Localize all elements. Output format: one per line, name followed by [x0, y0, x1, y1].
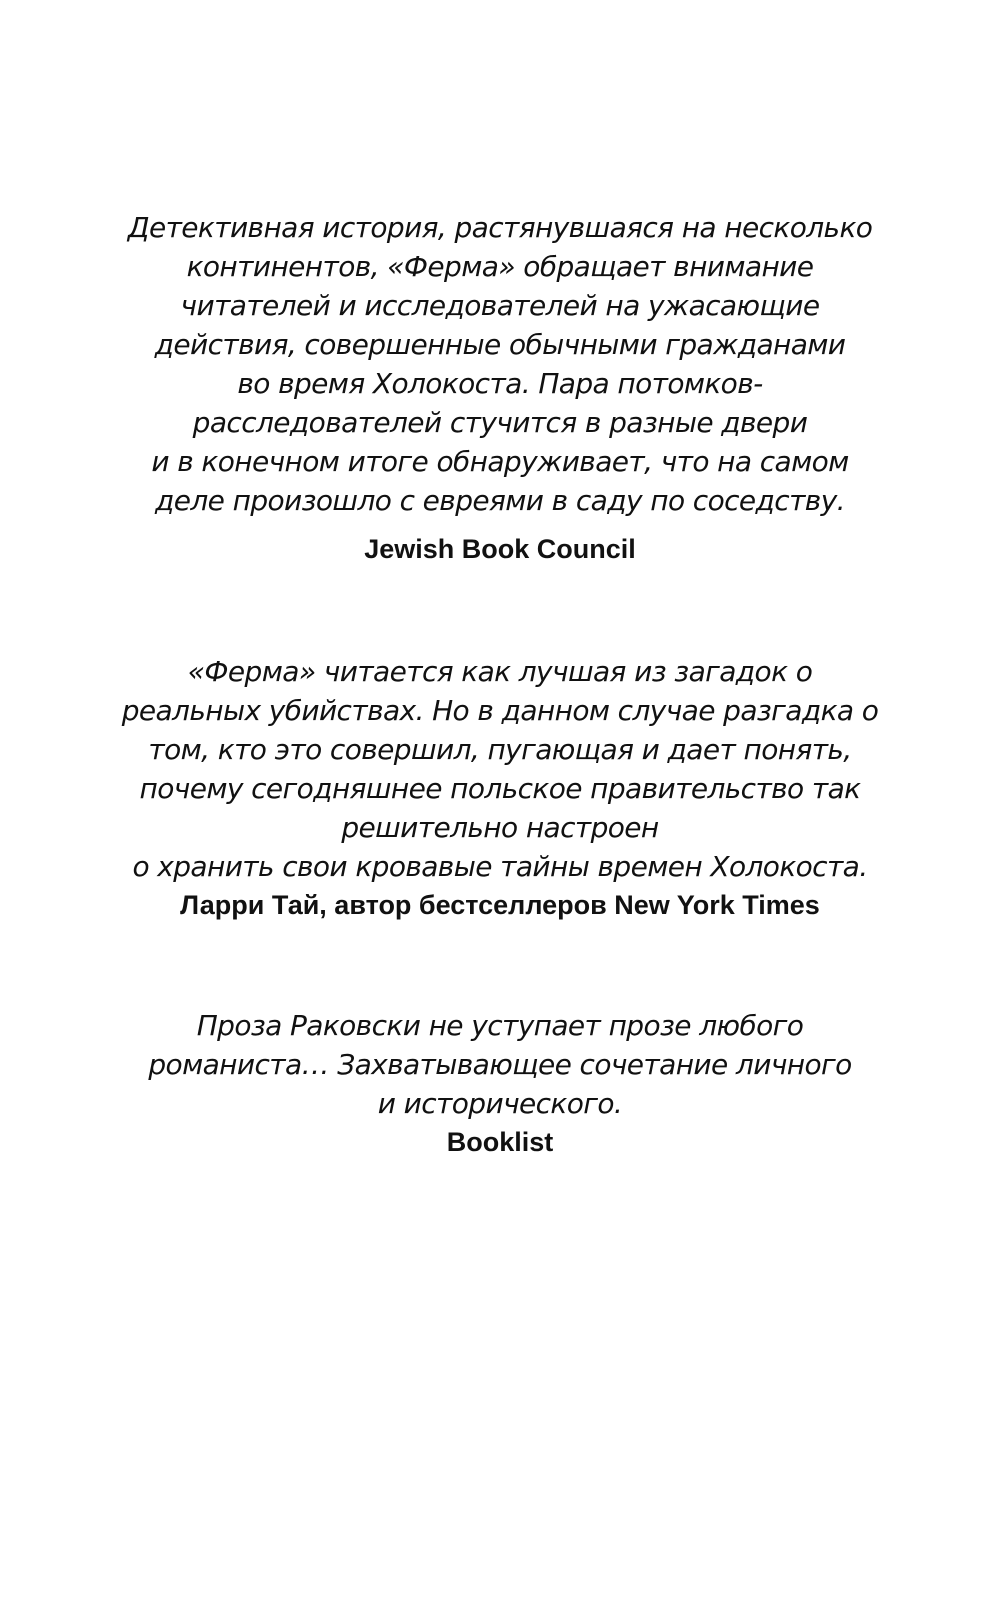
quote-line: Проза Раковски не уступает прозе любого: [196, 1009, 804, 1042]
quote-attribution: Booklist: [446, 1127, 554, 1157]
quote-attribution: Jewish Book Council: [364, 534, 636, 564]
quote-line: романиста… Захватывающее сочетание личного: [148, 1048, 852, 1081]
review-quote-3: [50, 1006, 950, 1161]
quote-line: и в конечном итоге обнаруживает, что на самом: [151, 445, 849, 478]
review-quote-2: [50, 652, 950, 924]
quote-line: расследователей стучится в разные двери: [192, 406, 808, 439]
quote-attribution: Ларри Тай, автор бестселлеров New York Times: [180, 890, 820, 920]
quote-line: читателей и исследователей на ужасающие: [180, 289, 820, 322]
quote-line: Детективная история, растянувшаяся на несколько: [127, 211, 873, 244]
quote-line: и исторического.: [377, 1087, 623, 1120]
quote-line: «Ферма» читается как лучшая из загадок о: [187, 655, 813, 688]
quote-line: реальных убийствах. Но в данном случае разгадка о: [121, 694, 879, 727]
quote-line: во время Холокоста. Пара потомков-: [237, 367, 763, 400]
quote-line: деле произошло с евреями в саду по соседству.: [155, 484, 845, 517]
quote-line: континентов, «Ферма» обращает внимание: [186, 250, 814, 283]
quote-line: том, кто это совершил, пугающая и дает понять,: [148, 733, 852, 766]
review-quote-1: [50, 208, 950, 568]
quote-line: решительно настроен: [341, 811, 659, 844]
quote-line: почему сегодняшнее польское правительство так: [139, 772, 861, 805]
quote-line: действия, совершенные обычными гражданами: [154, 328, 846, 361]
quote-line: о хранить свои кровавые тайны времен Холокоста.: [132, 850, 868, 883]
